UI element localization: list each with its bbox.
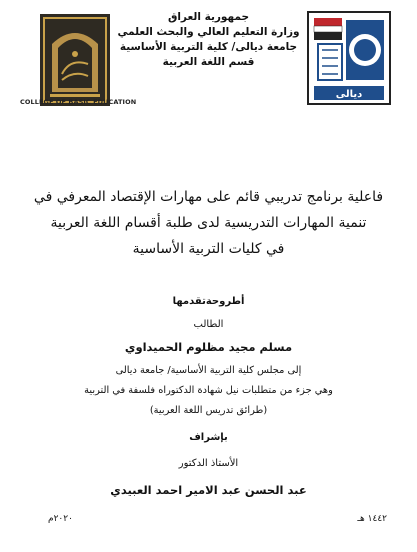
student-name: مسلم مجيد مظلوم الحميداوي (124, 340, 293, 354)
gregorian-date: ٢٠٢٠م (48, 514, 73, 524)
hijri-date: ١٤٤٢ هـ (357, 514, 387, 524)
header-ministry: وزارة التعليم العالي والبحث العلمي (117, 26, 300, 38)
header-department: قسم اللغة العربية (162, 56, 255, 68)
student-label: الطالب (193, 319, 224, 330)
supervision-label: بإشراف (189, 432, 228, 443)
submission-line-1: إلى مجلس كلية التربية الأساسية/ جامعة ديالى (115, 365, 302, 376)
supervisor-name: عبد الحسن عبد الامير احمد العبيدي (110, 483, 307, 497)
thesis-title (0, 184, 417, 262)
institution-header (0, 10, 417, 70)
title-line-3: في كليات التربية الأساسية (132, 241, 285, 257)
submission-line-3: (طرائق تدريس اللغة العربية) (149, 405, 268, 416)
title-line-1: فاعلية برنامج تدريبي قائم على مهارات الإقتصاد المعرفي في (33, 189, 384, 205)
thesis-label: أطروحةتقدمها (172, 296, 245, 307)
submission-line-2: وهي جزء من متطلبات نيل شهادة الدكتوراه فلسفة في التربية (84, 385, 333, 396)
professor-title: الأستاذ الدكتور (178, 458, 239, 469)
header-country: جمهورية العراق (167, 11, 250, 23)
header-college: جامعة ديالى/ كلية التربية الأساسية (119, 41, 298, 53)
college-logo-caption: COLLEGE OF BASIC EDUCATION (20, 98, 137, 106)
university-wordmark: ديالى (335, 89, 363, 100)
title-line-2: تنمية المهارات التدريسية لدى طلبة أقسام اللغة العربية (50, 215, 367, 231)
submission-statement (0, 361, 417, 421)
